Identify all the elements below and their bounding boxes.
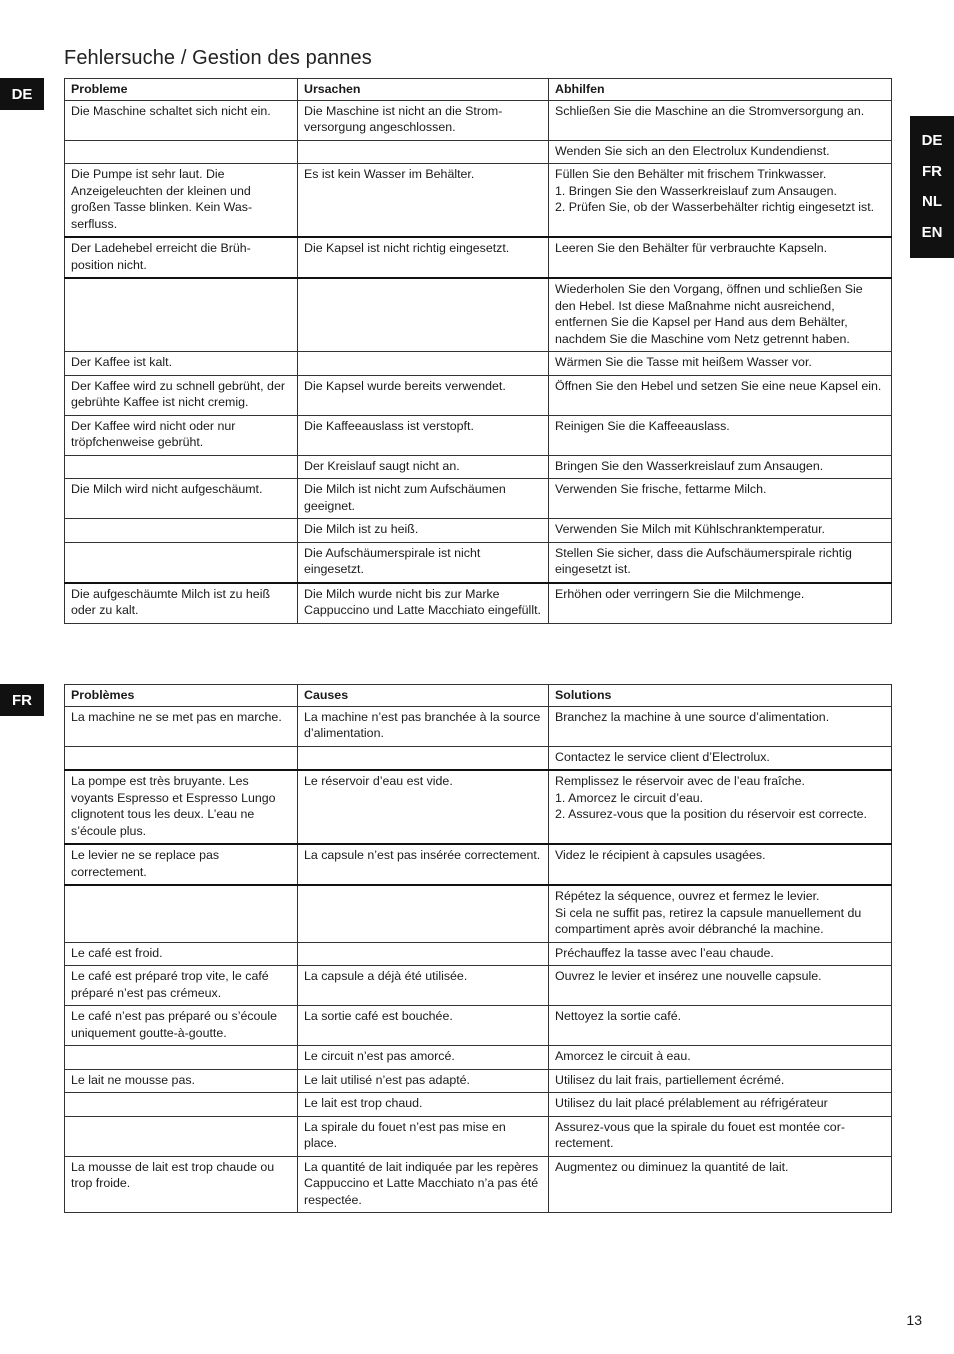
table-header-row (65, 79, 892, 101)
column-header-problems: Probleme (65, 79, 298, 101)
table-header-row (65, 685, 892, 707)
cell-cause: Le réservoir d’eau est vide. (298, 770, 549, 844)
cell-cause (298, 352, 549, 376)
section-tab-de: DE (0, 78, 44, 110)
table-row (65, 237, 892, 278)
cell-problem: Le café n’est pas préparé ou s’écoule uniquement goutte-à-goutte. (65, 1006, 298, 1046)
cell-cause (298, 885, 549, 942)
cell-cause: La quantité de lait indiquée par les repères Cappuccino et Latte Macchiato n’a pas été respectée. (298, 1156, 549, 1213)
cell-problem (65, 519, 298, 543)
cell-remedy: Öffnen Sie den Hebel und setzen Sie eine neue Kapsel ein. (549, 375, 892, 415)
cell-problem: Le café est froid. (65, 942, 298, 966)
cell-cause: Die Kapsel wurde bereits verwendet. (298, 375, 549, 415)
cell-remedy: Augmentez ou diminuez la quantité de lait. (549, 1156, 892, 1213)
table-row (65, 455, 892, 479)
cell-remedy: Préchauffez la tasse avec l’eau chaude. (549, 942, 892, 966)
cell-remedy: Schließen Sie die Maschine an die Stromversorgung an. (549, 100, 892, 140)
cell-remedy: Erhöhen oder verringern Sie die Milchmenge. (549, 583, 892, 624)
cell-problem: Die Milch wird nicht aufgeschäumt. (65, 479, 298, 519)
cell-problem (65, 542, 298, 583)
cell-remedy: Wiederholen Sie den Vorgang, öffnen und schließen Sie den Hebel. Ist diese Maßnahme nicht ausreichend, entfernen Sie die Kapsel per Hand aus dem Behälter, nachdem Sie die Maschine vom Netz getrennt haben. (549, 278, 892, 352)
cell-problem: Der Kaffee wird zu schnell gebrüht, der gebrühte Kaffee ist nicht cremig. (65, 375, 298, 415)
cell-problem: Der Ladehebel erreicht die Brüh- position nicht. (65, 237, 298, 278)
cell-problem: Le levier ne se replace pas correctement. (65, 844, 298, 885)
table-row (65, 542, 892, 583)
column-header-remedies: Abhilfen (549, 79, 892, 101)
table-row (65, 844, 892, 885)
cell-problem: La machine ne se met pas en marche. (65, 706, 298, 746)
cell-problem (65, 1116, 298, 1156)
cell-problem: La pompe est très bruyante. Les voyants Espresso et Espresso Lungo clignotent tous les deux. L’eau ne s’écoule plus. (65, 770, 298, 844)
table-row (65, 1006, 892, 1046)
cell-problem: Der Kaffee wird nicht oder nur tröpfchenweise gebrüht. (65, 415, 298, 455)
cell-cause: La machine n’est pas branchée à la source d’alimentation. (298, 706, 549, 746)
cell-cause: Le lait utilisé n’est pas adapté. (298, 1069, 549, 1093)
table-row (65, 1046, 892, 1070)
cell-problem (65, 1046, 298, 1070)
table-row (65, 706, 892, 746)
cell-cause: Die Kaffeeauslass ist verstopft. (298, 415, 549, 455)
table-row (65, 1093, 892, 1117)
cell-cause (298, 140, 549, 164)
cell-problem: La mousse de lait est trop chaude ou trop froide. (65, 1156, 298, 1213)
table-row (65, 352, 892, 376)
troubleshooting-table-de (64, 78, 892, 624)
table-row (65, 164, 892, 238)
cell-cause: Le lait est trop chaud. (298, 1093, 549, 1117)
language-index-nl: NL (922, 193, 942, 211)
table-row (65, 140, 892, 164)
table-row (65, 966, 892, 1006)
cell-problem: Der Kaffee ist kalt. (65, 352, 298, 376)
cell-remedy: Verwenden Sie Milch mit Kühlschranktemperatur. (549, 519, 892, 543)
cell-remedy: Reinigen Sie die Kaffeeauslass. (549, 415, 892, 455)
cell-cause: Der Kreislauf saugt nicht an. (298, 455, 549, 479)
cell-remedy: Videz le récipient à capsules usagées. (549, 844, 892, 885)
troubleshooting-table-fr (64, 684, 892, 1213)
table-row (65, 375, 892, 415)
cell-remedy: Füllen Sie den Behälter mit frischem Trinkwasser. 1. Bringen Sie den Wasserkreislauf zum Ansaugen. 2. Prüfen Sie, ob der Wasserbehälter richtig eingesetzt ist. (549, 164, 892, 238)
cell-problem: Le lait ne mousse pas. (65, 1069, 298, 1093)
cell-cause: Die Maschine ist nicht an die Strom- versorgung angeschlossen. (298, 100, 549, 140)
cell-problem (65, 746, 298, 770)
cell-remedy: Stellen Sie sicher, dass die Aufschäumerspirale richtig eingesetzt ist. (549, 542, 892, 583)
cell-remedy: Utilisez du lait frais, partiellement écrémé. (549, 1069, 892, 1093)
cell-cause (298, 746, 549, 770)
cell-cause: Es ist kein Wasser im Behälter. (298, 164, 549, 238)
table-row (65, 519, 892, 543)
cell-cause: La sortie café est bouchée. (298, 1006, 549, 1046)
table-row (65, 100, 892, 140)
cell-cause: La capsule a déjà été utilisée. (298, 966, 549, 1006)
cell-remedy: Remplissez le réservoir avec de l’eau fraîche. 1. Amorcez le circuit d’eau. 2. Assurez-vous que la position du réservoir est correcte. (549, 770, 892, 844)
cell-problem: Die aufgeschäumte Milch ist zu heiß oder zu kalt. (65, 583, 298, 624)
cell-cause: La spirale du fouet n’est pas mise en place. (298, 1116, 549, 1156)
cell-remedy: Contactez le service client d’Electrolux. (549, 746, 892, 770)
cell-remedy: Wenden Sie sich an den Electrolux Kundendienst. (549, 140, 892, 164)
cell-remedy: Branchez la machine à une source d’alimentation. (549, 706, 892, 746)
page-number: 13 (906, 1312, 922, 1328)
language-index-en: EN (921, 223, 943, 241)
cell-remedy: Ouvrez le levier et insérez une nouvelle capsule. (549, 966, 892, 1006)
cell-cause (298, 942, 549, 966)
cell-problem: Le café est préparé trop vite, le café préparé n’est pas crémeux. (65, 966, 298, 1006)
cell-cause: Die Milch ist nicht zum Aufschäumen geeignet. (298, 479, 549, 519)
cell-remedy: Leeren Sie den Behälter für verbrauchte Kapseln. (549, 237, 892, 278)
language-index-fr: FR (922, 162, 942, 180)
table-row (65, 746, 892, 770)
table-row (65, 942, 892, 966)
cell-cause: Die Aufschäumerspirale ist nicht eingesetzt. (298, 542, 549, 583)
table-row (65, 278, 892, 352)
table-row (65, 479, 892, 519)
cell-cause: La capsule n’est pas insérée correctement. (298, 844, 549, 885)
cell-remedy: Répétez la séquence, ouvrez et fermez le levier. Si cela ne suffit pas, retirez la capsule manuellement du compartiment après avoir débranché la machine. (549, 885, 892, 942)
cell-problem: Die Maschine schaltet sich nicht ein. (65, 100, 298, 140)
page-title: Fehlersuche / Gestion des pannes (64, 47, 372, 70)
cell-cause: Die Milch wurde nicht bis zur Marke Cappuccino und Latte Macchiato eingefüllt. (298, 583, 549, 624)
column-header-solutions: Solutions (549, 685, 892, 707)
cell-cause: Le circuit n’est pas amorcé. (298, 1046, 549, 1070)
cell-cause: Die Kapsel ist nicht richtig eingesetzt. (298, 237, 549, 278)
table-row (65, 583, 892, 624)
section-tab-fr: FR (0, 684, 44, 716)
cell-remedy: Verwenden Sie frische, fettarme Milch. (549, 479, 892, 519)
table-row (65, 1069, 892, 1093)
cell-problem (65, 1093, 298, 1117)
table-row (65, 415, 892, 455)
cell-remedy: Nettoyez la sortie café. (549, 1006, 892, 1046)
language-index-de: DE (921, 132, 943, 150)
cell-problem (65, 885, 298, 942)
cell-remedy: Bringen Sie den Wasserkreislauf zum Ansaugen. (549, 455, 892, 479)
table-row (65, 1156, 892, 1213)
language-index (910, 116, 954, 258)
cell-remedy: Assurez-vous que la spirale du fouet est montée cor- rectement. (549, 1116, 892, 1156)
column-header-problems: Problèmes (65, 685, 298, 707)
column-header-causes: Causes (298, 685, 549, 707)
table-row (65, 885, 892, 942)
cell-remedy: Utilisez du lait placé prélablement au réfrigérateur (549, 1093, 892, 1117)
table-row (65, 770, 892, 844)
cell-cause: Die Milch ist zu heiß. (298, 519, 549, 543)
table-row (65, 1116, 892, 1156)
cell-remedy: Amorcez le circuit à eau. (549, 1046, 892, 1070)
cell-problem (65, 278, 298, 352)
cell-remedy: Wärmen Sie die Tasse mit heißem Wasser vor. (549, 352, 892, 376)
cell-cause (298, 278, 549, 352)
cell-problem: Die Pumpe ist sehr laut. Die Anzeigeleuchten der kleinen und großen Tasse blinken. Kein Was- serfluss. (65, 164, 298, 238)
cell-problem (65, 455, 298, 479)
cell-problem (65, 140, 298, 164)
column-header-causes: Ursachen (298, 79, 549, 101)
